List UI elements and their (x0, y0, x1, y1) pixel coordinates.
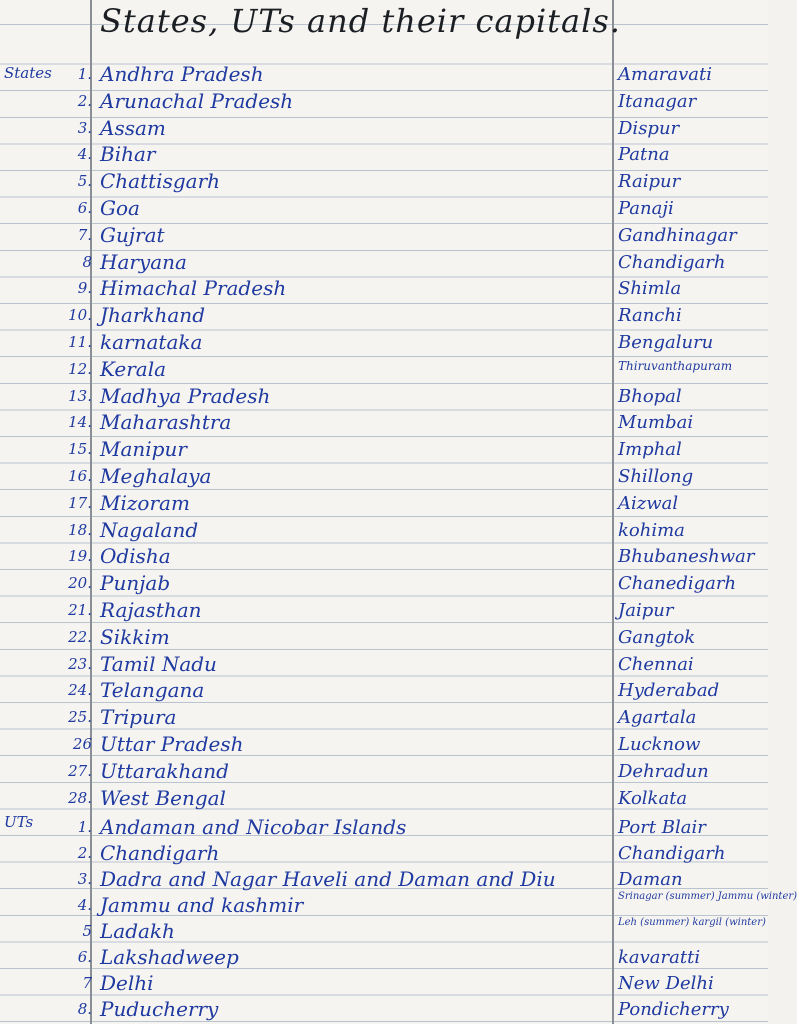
states-capital: Dispur (618, 117, 680, 139)
states-row (0, 544, 768, 568)
states-row (0, 464, 768, 488)
states-number: 17. (68, 493, 92, 512)
states-name: Assam (100, 115, 166, 140)
states-name: Odisha (100, 544, 171, 569)
uts-number: 3. (77, 870, 92, 888)
states-row (0, 250, 768, 274)
uts-row (0, 919, 768, 943)
states-row (0, 276, 768, 300)
states-name: Goa (100, 196, 140, 220)
states-row (0, 357, 768, 381)
states-row (0, 491, 768, 515)
states-number: 2. (77, 91, 92, 110)
states-capital: Gandhinagar (618, 224, 737, 246)
uts-row (0, 815, 768, 839)
states-capital: Bengaluru (618, 332, 714, 353)
states-number: 24. (68, 681, 92, 700)
uts-number: 5 (82, 922, 92, 940)
states-number: 6. (77, 199, 92, 217)
states-number: 21. (68, 601, 92, 619)
states-number: 28. (68, 788, 92, 807)
states-name: Andhra Pradesh (100, 62, 264, 86)
states-number: 12. (68, 359, 92, 378)
uts-name: Chandigarh (100, 841, 220, 865)
states-row (0, 705, 768, 729)
states-number: 20. (68, 574, 92, 593)
uts-row (0, 891, 797, 917)
page-title: States, UTs and their capitals. (100, 2, 621, 40)
uts-name: Jammu and kashmir (100, 893, 304, 917)
states-name: Tripura (100, 705, 177, 730)
uts-number: 7 (82, 974, 92, 992)
uts-row (0, 945, 768, 969)
states-number: 10. (68, 306, 92, 325)
uts-name: Dadra and Nagar Haveli and Daman and Diu (100, 867, 556, 891)
states-number: 27. (68, 761, 92, 780)
uts-capital: Port Blair (618, 817, 706, 838)
uts-name: Ladakh (100, 919, 175, 943)
states-number: 22. (68, 627, 92, 646)
states-capital: Jaipur (618, 600, 674, 621)
states-name: karnataka (100, 330, 203, 354)
uts-capital: Pondicherry (618, 999, 729, 1020)
states-row (0, 223, 768, 247)
states-number: 1. (77, 65, 92, 83)
states-capital: Dehradun (618, 760, 709, 782)
states-row (0, 625, 768, 649)
states-number: 9. (77, 279, 92, 298)
states-capital: Itanagar (618, 90, 697, 112)
states-name: Chattisgarh (100, 169, 221, 194)
states-name: Arunachal Pradesh (100, 88, 294, 113)
states-section-label: States (4, 64, 52, 82)
states-name: Uttarakhand (100, 758, 229, 783)
uts-number: 6. (77, 948, 92, 966)
states-capital: Chennai (618, 653, 694, 675)
uts-row (0, 997, 768, 1021)
states-number: 4. (77, 145, 92, 164)
uts-capital: Daman (618, 869, 683, 890)
uts-capital: New Delhi (618, 973, 714, 994)
states-capital: Imphal (618, 439, 682, 461)
states-capital: Kolkata (618, 787, 688, 809)
states-capital: Aizwal (618, 492, 679, 514)
states-name: Punjab (100, 571, 171, 596)
uts-number: 1. (77, 818, 92, 836)
uts-name: Lakshadweep (100, 945, 239, 969)
states-number: 3. (77, 118, 92, 137)
states-row (0, 732, 768, 756)
states-row (0, 116, 768, 140)
states-row (0, 518, 768, 542)
states-number: 11. (68, 333, 92, 351)
states-name: Tamil Nadu (100, 651, 217, 676)
uts-capital: Leh (summer) kargil (winter) (618, 917, 766, 928)
states-capital: Patna (618, 144, 670, 166)
states-name: Madhya Pradesh (100, 383, 271, 408)
uts-name: Puducherry (100, 997, 219, 1021)
states-name: Uttar Pradesh (100, 732, 244, 756)
uts-capital: Chandigarh (618, 843, 726, 864)
states-row (0, 196, 768, 220)
states-number: 13. (68, 386, 92, 405)
states-row (0, 759, 768, 783)
states-capital: Agartala (618, 707, 697, 729)
states-capital: Bhopal (618, 385, 682, 407)
states-name: Nagaland (100, 517, 199, 542)
states-row (0, 437, 768, 461)
states-capital: Thiruvanthapuram (618, 358, 733, 373)
states-row (0, 678, 768, 702)
states-number: 8 (82, 252, 92, 271)
states-capital: Hyderabad (618, 680, 720, 702)
states-row (0, 384, 768, 408)
states-name: Gujrat (100, 222, 165, 247)
states-number: 15. (68, 440, 92, 459)
states-number: 14. (68, 413, 92, 432)
states-number: 18. (68, 520, 92, 539)
uts-number: 8. (77, 1000, 92, 1018)
uts-section-label: UTs (4, 813, 34, 831)
states-capital: Shillong (618, 466, 694, 487)
states-name: Haryana (100, 249, 187, 274)
states-capital: Amaravati (618, 64, 713, 85)
states-capital: Chanedigarh (618, 573, 737, 595)
states-capital: Ranchi (618, 305, 682, 327)
states-row (0, 142, 768, 166)
states-name: Jharkhand (100, 303, 205, 328)
states-row (0, 571, 768, 595)
states-row (0, 62, 768, 86)
states-row (0, 169, 768, 193)
uts-name: Delhi (100, 971, 154, 995)
states-number: 5. (77, 172, 92, 191)
uts-row (0, 971, 768, 995)
states-row (0, 410, 768, 434)
states-row (0, 598, 768, 622)
states-capital: Gangtok (618, 626, 696, 648)
states-number: 23. (68, 654, 92, 673)
states-number: 25. (68, 708, 92, 727)
states-row (0, 303, 768, 327)
states-capital: Shimla (618, 278, 682, 300)
uts-number: 4. (77, 896, 92, 914)
states-capital: Panaji (618, 198, 674, 219)
states-row (0, 652, 768, 676)
uts-row (0, 841, 768, 865)
states-name: Bihar (100, 142, 156, 167)
states-name: West Bengal (100, 785, 226, 810)
states-capital: kohima (618, 519, 685, 541)
states-name: Himachal Pradesh (100, 276, 287, 301)
uts-capital: Srinagar (summer) Jammu (winter) (618, 891, 797, 902)
states-number: 16. (68, 467, 92, 485)
states-name: Meghalaya (100, 464, 212, 488)
states-number: 7. (77, 225, 92, 244)
states-capital: Bhubaneshwar (618, 546, 755, 568)
states-row (0, 786, 768, 810)
states-name: Telangana (100, 678, 205, 703)
uts-name: Andaman and Nicobar Islands (100, 815, 407, 839)
uts-number: 2. (77, 844, 92, 862)
uts-row (0, 867, 768, 891)
states-name: Manipur (100, 437, 187, 462)
states-capital: Lucknow (618, 734, 701, 755)
uts-capital: kavaratti (618, 947, 701, 968)
states-name: Mizoram (100, 490, 190, 515)
states-number: 19. (68, 547, 92, 566)
states-name: Maharashtra (100, 410, 232, 435)
states-row (0, 89, 768, 113)
states-name: Rajasthan (100, 598, 202, 622)
states-name: Kerala (100, 356, 167, 381)
states-capital: Chandigarh (618, 251, 726, 273)
states-capital: Mumbai (618, 412, 694, 434)
states-name: Sikkim (100, 624, 170, 649)
states-number: 26 (72, 735, 92, 753)
states-capital: Raipur (618, 171, 681, 193)
states-row (0, 330, 768, 354)
